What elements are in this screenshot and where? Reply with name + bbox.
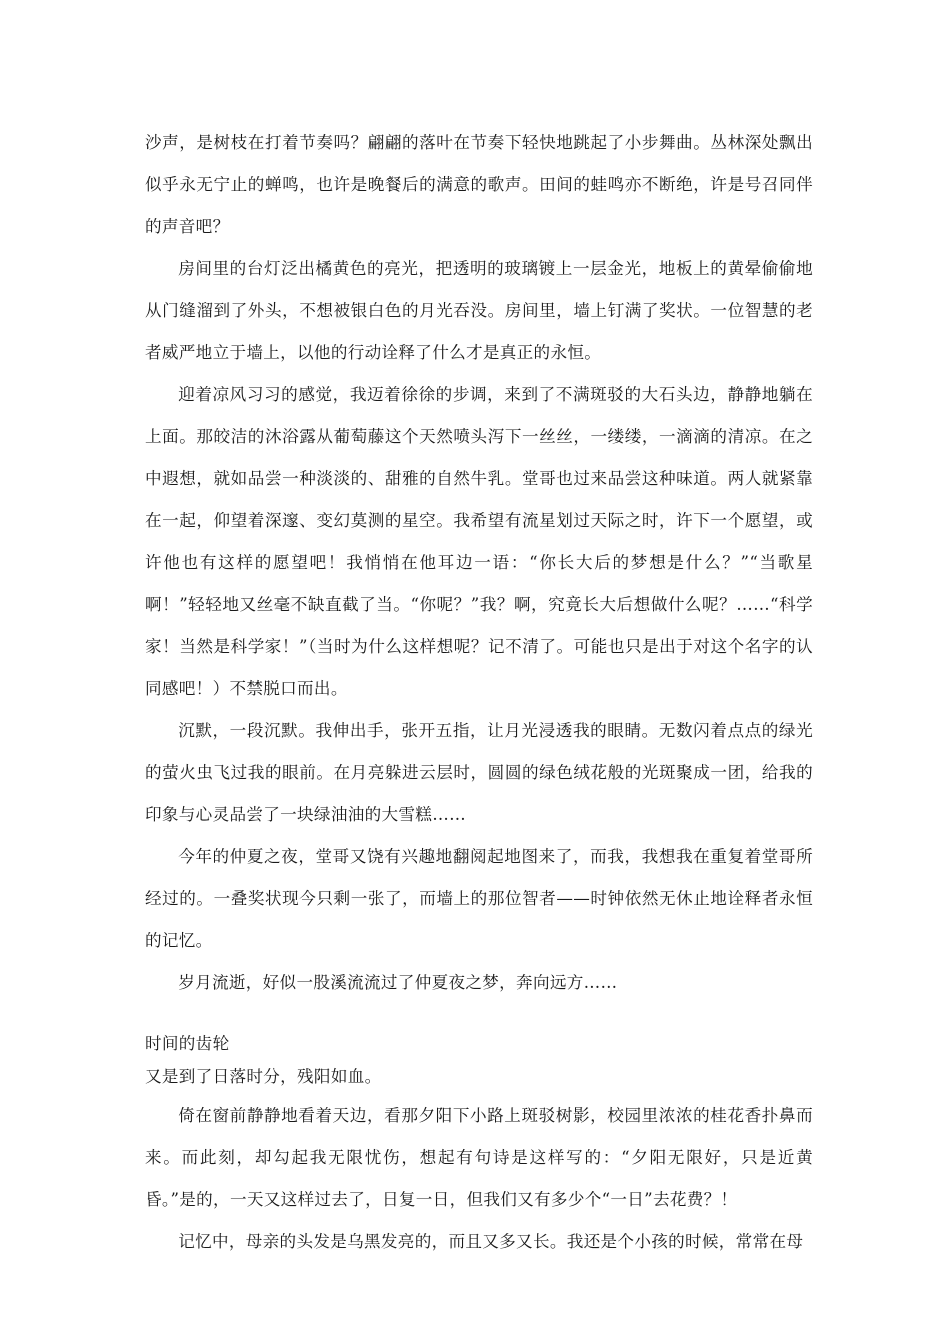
section-first-line: 又是到了日落时分，残阳如血。 [145,1067,382,1086]
paragraph-3: 迎着凉风习习的感觉，我迈着徐徐的步调，来到了不满斑驳的大石头边，静静地躺在上面。那皎洁的沐浴露从葡萄藤这个天然喷头泻下一丝丝，一缕缕，一滴滴的清凉。在之中遐想，就如品尝一种淡淡的、甜雅的自然牛乳。堂哥也过来品尝这种味道。两人就紧靠在一起，仰望着深邃、变幻莫测的星空。我希望有流星划过天际之时，许下一个愿望，或许他也有这样的愿望吧！我悄悄在他耳边一语：“你长大后的梦想是什么？”“当歌星啊！”轻轻地又丝毫不缺直截了当。“你呢？”我？啊，究竟长大后想做什么呢？……“科学家！当然是科学家！”（当时为什么这样想呢？记不清了。可能也只是出于对这个名字的认同感吧！）不禁脱口而出。 [145,385,813,698]
paragraph-6: 岁月流逝，好似一股溪流流过了仲夏夜之梦，奔向远方…… [178,973,618,992]
paragraph-4: 沉默，一段沉默。我伸出手，张开五指，让月光浸透我的眼睛。无数闪着点点的绿光的萤火虫飞过我的眼前。在月亮躲进云层时，圆圆的绿色绒花般的光斑聚成一团，给我的印象与心灵品尝了一块绿油油的大雪糕…… [145,721,813,824]
paragraph-2: 房间里的台灯泛出橘黄色的亮光，把透明的玻璃镀上一层金光，地板上的黄晕偷偷地从门缝溜到了外头，不想被银白色的月光吞没。房间里，墙上钉满了奖状。一位智慧的老者威严地立于墙上，以他的行动诠释了什么才是真正的永恒。 [145,259,813,362]
paragraph-1: 沙声，是树枝在打着节奏吗？翩翩的落叶在节奏下轻快地跳起了小步舞曲。丛林深处飘出似乎永无宁止的蝉鸣，也许是晚餐后的满意的歌声。田间的蛙鸣亦不断绝，许是号召同伴的声音吧？ [145,133,813,236]
section-title: 时间的齿轮 [145,1034,230,1053]
paragraph-7: 倚在窗前静静地看着天边，看那夕阳下小路上斑驳树影，校园里浓浓的桂花香扑鼻而来。而此刻，却勾起我无限忧伤，想起有句诗是这样写的：“夕阳无限好，只是近黄昏。”是的，一天又这样过去了，日复一日，但我们又有多少个“一日”去花费？！ [145,1106,813,1209]
paragraph-8: 记忆中，母亲的头发是乌黑发亮的，而且又多又长。我还是个小孩的时候，常常在母 [178,1232,804,1251]
paragraph-5: 今年的仲夏之夜，堂哥又饶有兴趣地翻阅起地图来了，而我，我想我在重复着堂哥所经过的。一叠奖状现今只剩一张了，而墙上的那位智者——时钟依然无休止地诠释者永恒的记忆。 [145,847,813,950]
document-body [145,122,813,1263]
